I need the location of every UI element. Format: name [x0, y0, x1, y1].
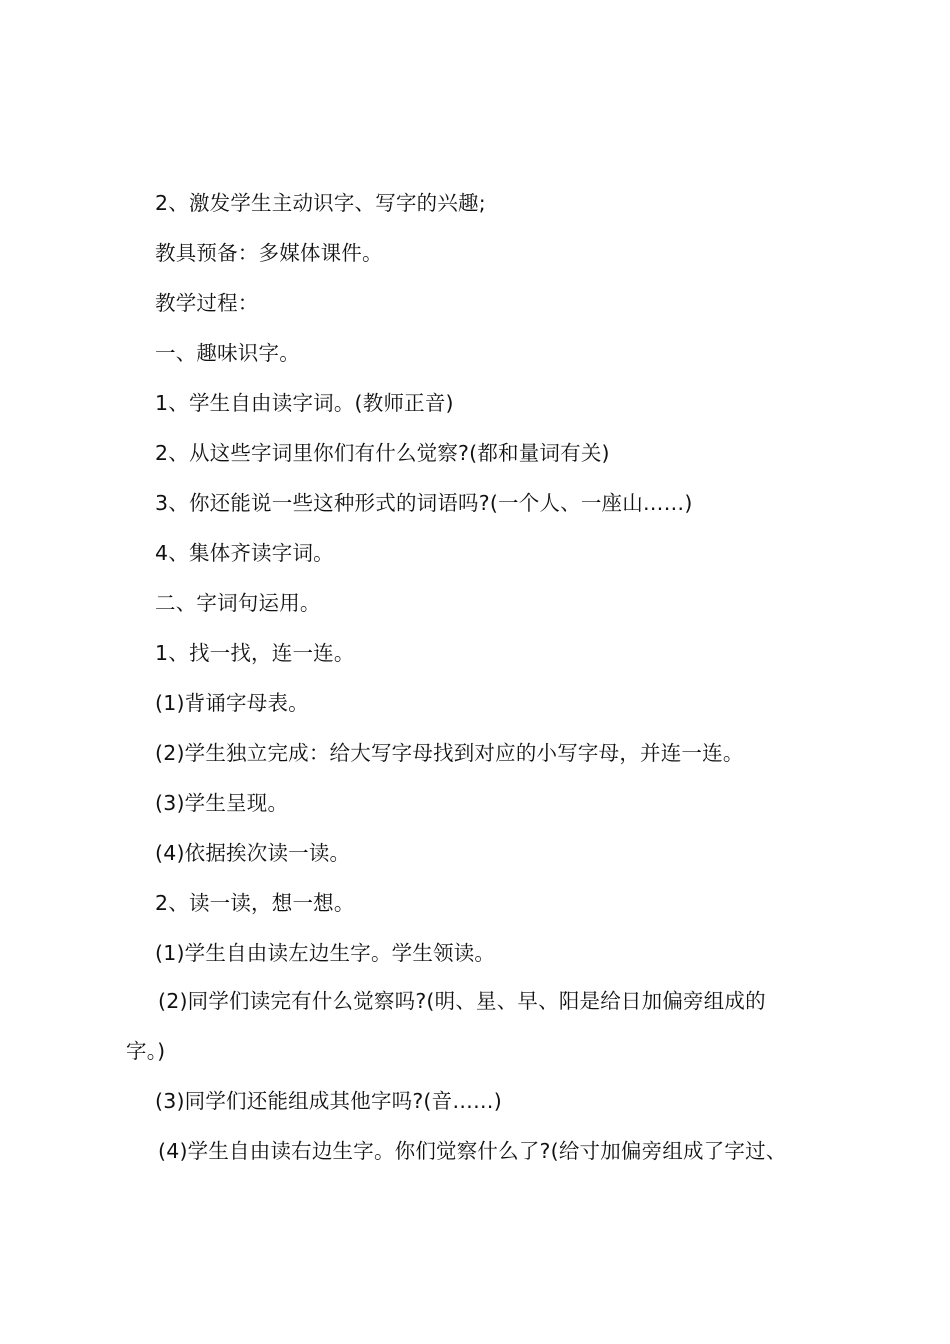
- paragraph-substep-2-1: (1)学生自由读左边生字。学生领读。: [155, 941, 496, 965]
- paragraph-substep-2-4: (4)学生自由读右边生字。你们觉察什么了?(给寸加偏旁组成了字过、: [158, 1139, 787, 1163]
- paragraph-teaching-process: 教学过程：: [155, 291, 259, 315]
- paragraph-step-1-4: 4、集体齐读字词。: [155, 541, 334, 565]
- section-heading-2: 二、字词句运用。: [155, 591, 321, 615]
- paragraph-substep-2-2: (2)同学们读完有什么觉察吗?(明、星、早、阳是给日加偏旁组成的: [158, 989, 766, 1013]
- paragraph-substep-4: (4)依据挨次读一读。: [155, 841, 351, 865]
- paragraph-substep-3: (3)学生呈现。: [155, 791, 289, 815]
- paragraph-goal-2: 2、激发学生主动识字、写字的兴趣;: [155, 191, 486, 215]
- section-heading-1: 一、趣味识字。: [155, 341, 300, 365]
- paragraph-substep-2-2-continued: 字。): [126, 1039, 166, 1063]
- paragraph-step-1-3: 3、你还能说一些这种形式的词语吗?(一个人、一座山……): [155, 491, 693, 515]
- paragraph-substep-2: (2)学生独立完成：给大写字母找到对应的小写字母，并连一连。: [155, 741, 744, 765]
- paragraph-step-2-1: 1、找一找，连一连。: [155, 641, 355, 665]
- paragraph-substep-1: (1)背诵字母表。: [155, 691, 309, 715]
- paragraph-substep-2-3: (3)同学们还能组成其他字吗?(音……): [155, 1089, 502, 1113]
- paragraph-step-2-2: 2、读一读，想一想。: [155, 891, 355, 915]
- paragraph-step-1-1: 1、学生自由读字词。(教师正音): [155, 391, 454, 415]
- paragraph-step-1-2: 2、从这些字词里你们有什么觉察?(都和量词有关): [155, 441, 610, 465]
- paragraph-teaching-aids: 教具预备：多媒体课件。: [155, 241, 383, 265]
